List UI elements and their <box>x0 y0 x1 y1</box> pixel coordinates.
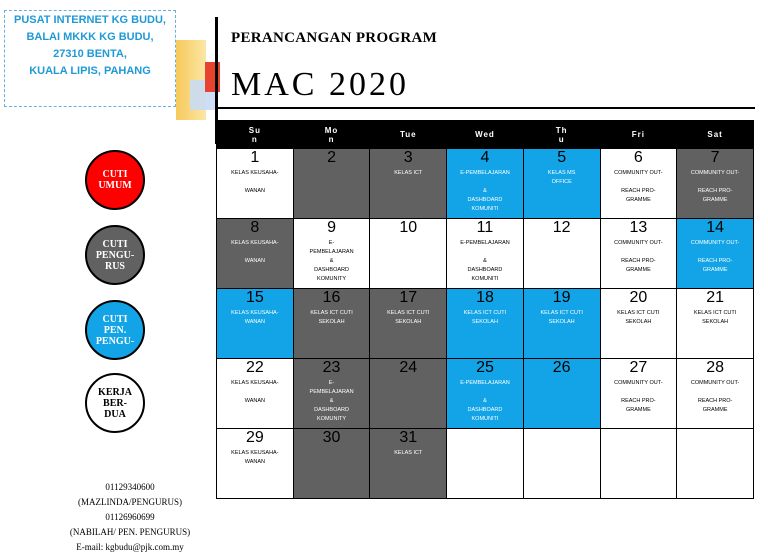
address-line: KUALA LIPIS, PAHANG <box>29 65 151 77</box>
calendar-day <box>447 219 524 289</box>
day-activity: KELAS ICT CUTI SEKOLAH <box>617 310 660 325</box>
calendar-day <box>600 219 677 289</box>
calendar-day <box>293 219 370 289</box>
calendar-day <box>293 359 370 429</box>
day-number: 5 <box>557 149 567 166</box>
day-number: 2 <box>327 149 336 166</box>
calendar-week <box>217 149 754 219</box>
calendar-day <box>447 289 524 359</box>
day-activity: KELAS KEUSAHA- WANAN <box>231 240 279 264</box>
calendar-day <box>677 289 754 359</box>
calendar-day <box>370 149 447 219</box>
day-number: 28 <box>706 359 724 376</box>
weekday-header: Fri <box>600 121 677 149</box>
address-box <box>4 10 176 107</box>
calendar-day <box>677 149 754 219</box>
day-number: 18 <box>476 289 494 306</box>
day-number: 4 <box>480 149 490 166</box>
phone-1: 01129340600 <box>105 482 155 492</box>
day-number: 13 <box>629 219 648 236</box>
calendar-day <box>370 359 447 429</box>
day-activity: KELAS KEUSAHA- WANAN <box>231 380 279 404</box>
day-activity: COMMUNITY OUT- REACH PRO- GRAMME <box>614 170 663 203</box>
calendar-day <box>217 149 294 219</box>
calendar-day <box>677 359 754 429</box>
weekday-header: Tue <box>370 121 447 149</box>
legend-item-4: KERJA BER- DUA <box>85 373 145 433</box>
day-number: 27 <box>629 359 648 376</box>
month-heading: MAC 2020 <box>231 66 409 103</box>
day-activity: KELAS ICT CUTI SEKOLAH <box>463 310 507 325</box>
address-line: BALAI MKKK KG BUDU, <box>26 31 154 43</box>
page-title: PERANCANGAN PROGRAM <box>231 30 438 46</box>
calendar-week <box>217 359 754 429</box>
day-number: 26 <box>552 359 571 376</box>
day-activity: E-PEMBELAJARAN & DASHBOARD KOMUNITI <box>460 380 510 422</box>
email: E-mail: kgbudu@pjk.com.my <box>76 542 184 552</box>
calendar-day <box>677 429 754 499</box>
weekday-header: Wed <box>447 121 524 149</box>
day-number: 11 <box>476 219 494 236</box>
weekday-header: Su n <box>217 121 294 149</box>
calendar-day <box>217 289 294 359</box>
contact-person-1: (MAZLINDA/PENGURUS) <box>78 497 182 507</box>
calendar-day <box>370 289 447 359</box>
day-number: 19 <box>552 289 571 306</box>
calendar-day <box>217 429 294 499</box>
contact-info <box>50 480 210 555</box>
day-activity: COMMUNITY OUT- REACH PRO- GRAMME <box>690 240 740 273</box>
legend-item-1: CUTI UMUM <box>85 150 145 210</box>
weekday-header: Th u <box>523 121 600 149</box>
day-activity: COMMUNITY OUT- REACH PRO- GRAMME <box>690 380 740 413</box>
day-number: 10 <box>399 219 418 236</box>
day-number: 23 <box>322 359 341 376</box>
calendar-day <box>523 359 600 429</box>
day-number: 21 <box>706 289 724 306</box>
day-number: 3 <box>403 149 413 166</box>
day-number: 16 <box>322 289 341 306</box>
day-activity: KELAS ICT <box>394 170 423 176</box>
day-activity: KELAS ICT CUTI SEKOLAH <box>693 310 737 325</box>
calendar-day <box>293 429 370 499</box>
calendar-table <box>216 120 754 499</box>
day-activity: E- PEMBELAJARAN & DASHBOARD KOMUNITY <box>309 240 354 282</box>
calendar-day <box>293 149 370 219</box>
day-activity: COMMUNITY OUT- REACH PRO- GRAMME <box>690 170 740 203</box>
calendar-day <box>447 359 524 429</box>
day-number: 24 <box>399 359 418 376</box>
day-number: 31 <box>399 429 418 446</box>
day-activity: COMMUNITY OUT- REACH PRO- GRAMME <box>614 380 663 413</box>
weekday-header: Mo n <box>293 121 370 149</box>
calendar-day <box>677 219 754 289</box>
day-number: 6 <box>633 149 643 166</box>
address-line: PUSAT INTERNET KG BUDU, <box>14 14 166 26</box>
day-activity: E-PEMBELAJARAN & DASHBOARD KOMUNITI <box>460 170 510 212</box>
calendar-day <box>217 359 294 429</box>
day-activity: KELAS KEUSAHA- WANAN <box>231 170 279 194</box>
calendar-day <box>523 429 600 499</box>
calendar-week <box>217 219 754 289</box>
day-number: 9 <box>327 219 336 236</box>
calendar-day <box>600 359 677 429</box>
day-activity: E-PEMBELAJARAN & DASHBOARD KOMUNITI <box>460 240 510 282</box>
weekday-header: Sat <box>677 121 754 149</box>
day-activity: E- PEMBELAJARAN & DASHBOARD KOMUNITY <box>309 380 354 422</box>
calendar-day <box>600 429 677 499</box>
day-activity: COMMUNITY OUT- REACH PRO- GRAMME <box>614 240 663 273</box>
day-number: 15 <box>245 289 264 306</box>
calendar-day <box>447 429 524 499</box>
calendar-day <box>293 289 370 359</box>
legend-item-3: CUTI PEN. PENGU- <box>85 300 145 360</box>
day-number: 14 <box>706 219 724 236</box>
contact-person-2: (NABILAH/ PEN. PENGURUS) <box>69 527 191 537</box>
day-number: 29 <box>245 429 264 446</box>
calendar-day <box>217 219 294 289</box>
phone-2: 01126960699 <box>105 512 155 522</box>
day-activity: KELAS ICT CUTI SEKOLAH <box>310 310 353 325</box>
day-activity: KELAS KEUSAHA- WANAN <box>231 450 279 465</box>
calendar-day <box>523 219 600 289</box>
day-number: 25 <box>476 359 494 376</box>
day-number: 7 <box>710 149 720 166</box>
calendar-week <box>217 289 754 359</box>
calendar-day <box>600 289 677 359</box>
calendar-day <box>370 219 447 289</box>
day-activity: KELAS ICT <box>394 450 423 456</box>
day-number: 20 <box>629 289 648 306</box>
calendar-day <box>370 429 447 499</box>
horizontal-rule <box>215 107 755 109</box>
day-number: 17 <box>399 289 418 306</box>
address-line: 27310 BENTA, <box>53 48 127 60</box>
calendar-day <box>600 149 677 219</box>
day-number: 30 <box>322 429 341 446</box>
day-activity: KELAS ICT CUTI SEKOLAH <box>387 310 430 325</box>
calendar-week <box>217 429 754 499</box>
calendar-day <box>523 149 600 219</box>
day-activity: KELAS MS OFFICE <box>547 170 576 185</box>
calendar-day <box>447 149 524 219</box>
day-number: 8 <box>250 219 260 236</box>
day-activity: KELAS ICT CUTI SEKOLAH <box>540 310 583 325</box>
day-activity: KELAS KEUSAHA- WANAN <box>231 310 279 325</box>
day-number: 1 <box>250 149 260 166</box>
calendar-day <box>523 289 600 359</box>
day-number: 12 <box>552 219 571 236</box>
legend-item-2: CUTI PENGU- RUS <box>85 225 145 285</box>
day-number: 22 <box>245 359 264 376</box>
